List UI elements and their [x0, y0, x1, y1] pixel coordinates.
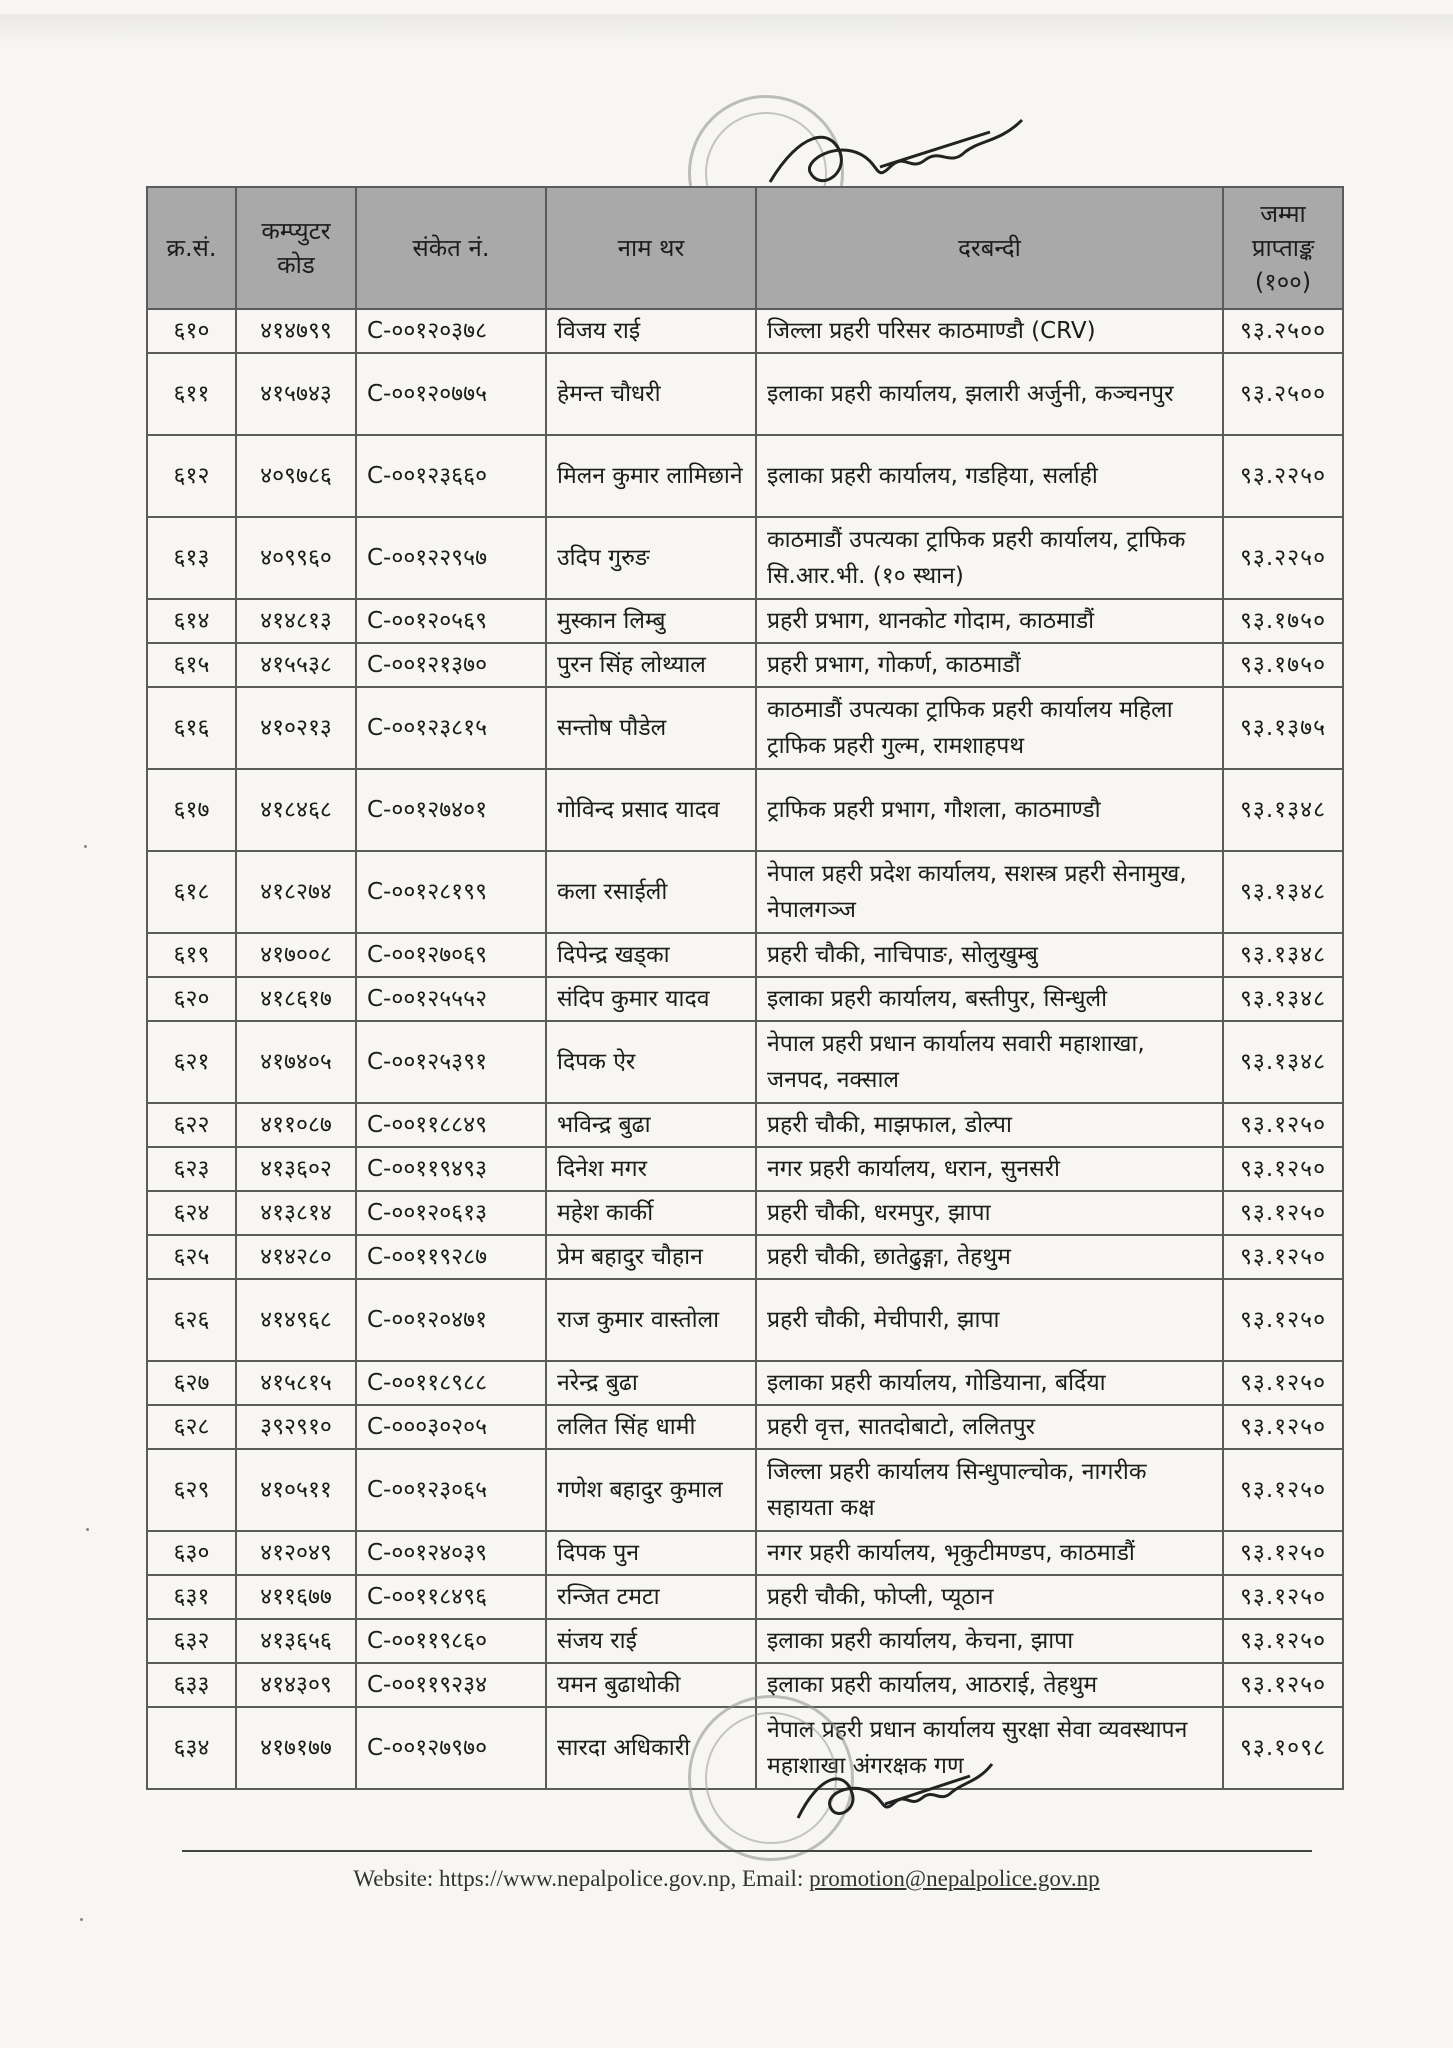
table-row [147, 1531, 1343, 1575]
computer-code-cell: ४११६७७ [236, 1575, 356, 1619]
name-cell: गोविन्द प्रसाद यादव [546, 769, 756, 851]
score-cell: ९३.१२५० [1223, 1191, 1343, 1235]
name-cell: पुरन सिंह लोथ्याल [546, 643, 756, 687]
score-cell: ९३.१७५० [1223, 599, 1343, 643]
table-row [147, 517, 1343, 599]
header-serial: क्र.सं. [147, 187, 236, 309]
results-table [146, 186, 1344, 1790]
computer-code-cell: ४१८४६८ [236, 769, 356, 851]
serial-cell: ६१६ [147, 687, 236, 769]
name-cell: महेश कार्की [546, 1191, 756, 1235]
serial-cell: ६३० [147, 1531, 236, 1575]
symbol-no-cell: C-००१२१३७० [356, 643, 546, 687]
table-row [147, 1147, 1343, 1191]
name-cell: उदिप गुरुङ [546, 517, 756, 599]
table-row [147, 1103, 1343, 1147]
score-cell: ९३.१२५० [1223, 1279, 1343, 1361]
table-row [147, 977, 1343, 1021]
score-cell: ९३.१३४८ [1223, 933, 1343, 977]
serial-cell: ६३३ [147, 1663, 236, 1707]
table-row [147, 435, 1343, 517]
symbol-no-cell: C-००११९२८७ [356, 1235, 546, 1279]
score-cell: ९३.२२५० [1223, 435, 1343, 517]
score-cell: ९३.१२५० [1223, 1449, 1343, 1531]
name-cell: संजय राई [546, 1619, 756, 1663]
name-cell: नरेन्द्र बुढा [546, 1361, 756, 1405]
name-cell: सन्तोष पौडेल [546, 687, 756, 769]
symbol-no-cell: C-००१२०५६९ [356, 599, 546, 643]
computer-code-cell: ४१७१७७ [236, 1707, 356, 1789]
symbol-no-cell: C-००११९२३४ [356, 1663, 546, 1707]
name-cell: यमन बुढाथोकी [546, 1663, 756, 1707]
score-cell: ९३.२२५० [1223, 517, 1343, 599]
computer-code-cell: ४१५७४३ [236, 353, 356, 435]
posting-cell: ट्राफिक प्रहरी प्रभाग, गौशला, काठमाण्डौ [756, 769, 1223, 851]
computer-code-cell: ४१५५३८ [236, 643, 356, 687]
serial-cell: ६२५ [147, 1235, 236, 1279]
table-row [147, 1575, 1343, 1619]
posting-cell: प्रहरी प्रभाग, गोकर्ण, काठमाडौं [756, 643, 1223, 687]
posting-cell: नगर प्रहरी कार्यालय, धरान, सुनसरी [756, 1147, 1223, 1191]
computer-code-cell: ४१४७९९ [236, 309, 356, 353]
computer-code-cell: ४१८२७४ [236, 851, 356, 933]
scan-shadow [0, 14, 1453, 44]
score-cell: ९३.१२५० [1223, 1147, 1343, 1191]
serial-cell: ६३४ [147, 1707, 236, 1789]
header-computer-code: कम्प्युटर कोड [236, 187, 356, 309]
scan-speck [80, 1918, 83, 1921]
serial-cell: ६३२ [147, 1619, 236, 1663]
header-total-score: जम्मा प्राप्ताङ्क (१००) [1223, 187, 1343, 309]
posting-cell: प्रहरी चौकी, नाचिपाङ, सोलुखुम्बु [756, 933, 1223, 977]
header-posting: दरबन्दी [756, 187, 1223, 309]
name-cell: भविन्द्र बुढा [546, 1103, 756, 1147]
scan-speck [84, 845, 87, 848]
score-cell: ९३.१३४८ [1223, 769, 1343, 851]
symbol-no-cell: C-००१२३६६० [356, 435, 546, 517]
symbol-no-cell: C-००१२३०६५ [356, 1449, 546, 1531]
symbol-no-cell: C-००११८९८८ [356, 1361, 546, 1405]
serial-cell: ६२६ [147, 1279, 236, 1361]
name-cell: मुस्कान लिम्बु [546, 599, 756, 643]
posting-cell: काठमाडौं उपत्यका ट्राफिक प्रहरी कार्यालय, ट्राफिक सि.आर.भी. (१० स्थान) [756, 517, 1223, 599]
name-cell: हेमन्त चौधरी [546, 353, 756, 435]
posting-cell: जिल्ला प्रहरी परिसर काठमाण्डौ (CRV) [756, 309, 1223, 353]
posting-cell: इलाका प्रहरी कार्यालय, गोडियाना, बर्दिया [756, 1361, 1223, 1405]
symbol-no-cell: C-००१२२९५७ [356, 517, 546, 599]
computer-code-cell: ४१४२८० [236, 1235, 356, 1279]
score-cell: ९३.१२५० [1223, 1663, 1343, 1707]
computer-code-cell: ४१५८१५ [236, 1361, 356, 1405]
posting-cell: नेपाल प्रहरी प्रधान कार्यालय सवारी महाशाखा, जनपद, नक्साल [756, 1021, 1223, 1103]
computer-code-cell: ४१३८१४ [236, 1191, 356, 1235]
name-cell: कला रसाईली [546, 851, 756, 933]
table-header-row [147, 187, 1343, 309]
symbol-no-cell: C-००१२४०३९ [356, 1531, 546, 1575]
table-row [147, 1279, 1343, 1361]
computer-code-cell: ४०९७८६ [236, 435, 356, 517]
computer-code-cell: ४१०५११ [236, 1449, 356, 1531]
table-row [147, 769, 1343, 851]
header-name: नाम थर [546, 187, 756, 309]
name-cell: राज कुमार वास्तोला [546, 1279, 756, 1361]
score-cell: ९३.१३७५ [1223, 687, 1343, 769]
posting-cell: प्रहरी चौकी, छातेढुङ्गा, तेहथुम [756, 1235, 1223, 1279]
name-cell: सारदा अधिकारी [546, 1707, 756, 1789]
table-row [147, 687, 1343, 769]
email-link[interactable]: promotion@nepalpolice.gov.np [809, 1866, 1100, 1891]
score-cell: ९३.१२५० [1223, 1361, 1343, 1405]
serial-cell: ६३१ [147, 1575, 236, 1619]
name-cell: प्रेम बहादुर चौहान [546, 1235, 756, 1279]
table-row [147, 1361, 1343, 1405]
scan-speck [86, 1528, 89, 1531]
email-label: , Email: [730, 1866, 804, 1891]
score-cell: ९३.१३४८ [1223, 977, 1343, 1021]
computer-code-cell: ४१४९६८ [236, 1279, 356, 1361]
posting-cell: इलाका प्रहरी कार्यालय, झलारी अर्जुनी, कञ्चनपुर [756, 353, 1223, 435]
table-row [147, 1021, 1343, 1103]
table-row [147, 1235, 1343, 1279]
computer-code-cell: ४१७००८ [236, 933, 356, 977]
symbol-no-cell: C-००१२०७७५ [356, 353, 546, 435]
serial-cell: ६२१ [147, 1021, 236, 1103]
serial-cell: ६१८ [147, 851, 236, 933]
serial-cell: ६२३ [147, 1147, 236, 1191]
score-cell: ९३.१२५० [1223, 1575, 1343, 1619]
posting-cell: प्रहरी वृत्त, सातदोबाटो, ललितपुर [756, 1405, 1223, 1449]
signature-bottom [790, 1758, 1000, 1838]
name-cell: दिपक ऐर [546, 1021, 756, 1103]
posting-cell: इलाका प्रहरी कार्यालय, आठराई, तेहथुम [756, 1663, 1223, 1707]
computer-code-cell: ३९२९१० [236, 1405, 356, 1449]
score-cell: ९३.१२५० [1223, 1235, 1343, 1279]
name-cell: रन्जित टमटा [546, 1575, 756, 1619]
table-row [147, 851, 1343, 933]
symbol-no-cell: C-००१२०६१३ [356, 1191, 546, 1235]
computer-code-cell: ४१३६०२ [236, 1147, 356, 1191]
symbol-no-cell: C-००१२०४७१ [356, 1279, 546, 1361]
table-row [147, 933, 1343, 977]
name-cell: मिलन कुमार लामिछाने [546, 435, 756, 517]
name-cell: संदिप कुमार यादव [546, 977, 756, 1021]
symbol-no-cell: C-००११९८६० [356, 1619, 546, 1663]
posting-cell: नेपाल प्रहरी प्रधान कार्यालय सुरक्षा सेवा व्यवस्थापन महाशाखा अंगरक्षक गण [756, 1707, 1223, 1789]
name-cell: दिपेन्द्र खड्का [546, 933, 756, 977]
name-cell: दिनेश मगर [546, 1147, 756, 1191]
symbol-no-cell: C-००१२५३९१ [356, 1021, 546, 1103]
score-cell: ९३.२५०० [1223, 309, 1343, 353]
computer-code-cell: ४१८६१७ [236, 977, 356, 1021]
symbol-no-cell: C-००१२५५५२ [356, 977, 546, 1021]
computer-code-cell: ४१७४०५ [236, 1021, 356, 1103]
table-row [147, 1405, 1343, 1449]
name-cell: ललित सिंह धामी [546, 1405, 756, 1449]
footer-divider [182, 1850, 1312, 1852]
symbol-no-cell: C-००१२७९७० [356, 1707, 546, 1789]
score-cell: ९३.१२५० [1223, 1619, 1343, 1663]
posting-cell: जिल्ला प्रहरी कार्यालय सिन्धुपाल्चोक, नागरीक सहायता कक्ष [756, 1449, 1223, 1531]
serial-cell: ६११ [147, 353, 236, 435]
computer-code-cell: ४०९९६० [236, 517, 356, 599]
table-row [147, 643, 1343, 687]
posting-cell: इलाका प्रहरी कार्यालय, बस्तीपुर, सिन्धुली [756, 977, 1223, 1021]
serial-cell: ६१२ [147, 435, 236, 517]
score-cell: ९३.१३४८ [1223, 1021, 1343, 1103]
serial-cell: ६२२ [147, 1103, 236, 1147]
posting-cell: प्रहरी चौकी, मेचीपारी, झापा [756, 1279, 1223, 1361]
score-cell: ९३.१२५० [1223, 1531, 1343, 1575]
posting-cell: नगर प्रहरी कार्यालय, भृकुटीमण्डप, काठमाडौं [756, 1531, 1223, 1575]
symbol-no-cell: C-००१२०३७८ [356, 309, 546, 353]
posting-cell: काठमाडौं उपत्यका ट्राफिक प्रहरी कार्यालय महिला ट्राफिक प्रहरी गुल्म, रामशाहपथ [756, 687, 1223, 769]
serial-cell: ६१० [147, 309, 236, 353]
serial-cell: ६१३ [147, 517, 236, 599]
computer-code-cell: ४१४३०९ [236, 1663, 356, 1707]
table-row [147, 1619, 1343, 1663]
score-cell: ९३.१०९८ [1223, 1707, 1343, 1789]
header-symbol-no: संकेत नं. [356, 187, 546, 309]
score-cell: ९३.१३४८ [1223, 851, 1343, 933]
name-cell: गणेश बहादुर कुमाल [546, 1449, 756, 1531]
score-cell: ९३.२५०० [1223, 353, 1343, 435]
table-row [147, 1191, 1343, 1235]
posting-cell: इलाका प्रहरी कार्यालय, गडहिया, सर्लाही [756, 435, 1223, 517]
symbol-no-cell: C-००१२३८१५ [356, 687, 546, 769]
score-cell: ९३.१२५० [1223, 1103, 1343, 1147]
symbol-no-cell: C-००११८८४९ [356, 1103, 546, 1147]
serial-cell: ६२७ [147, 1361, 236, 1405]
posting-cell: प्रहरी चौकी, धरमपुर, झापा [756, 1191, 1223, 1235]
serial-cell: ६२९ [147, 1449, 236, 1531]
symbol-no-cell: C-००१२८१९९ [356, 851, 546, 933]
score-cell: ९३.१२५० [1223, 1405, 1343, 1449]
name-cell: दिपक पुन [546, 1531, 756, 1575]
score-cell: ९३.१७५० [1223, 643, 1343, 687]
computer-code-cell: ४१४८१३ [236, 599, 356, 643]
computer-code-cell: ४११०८७ [236, 1103, 356, 1147]
posting-cell: प्रहरी चौकी, फोप्ली, प्यूठान [756, 1575, 1223, 1619]
serial-cell: ६१७ [147, 769, 236, 851]
posting-cell: प्रहरी चौकी, माझफाल, डोल्पा [756, 1103, 1223, 1147]
symbol-no-cell: C-०००३०२०५ [356, 1405, 546, 1449]
posting-cell: इलाका प्रहरी कार्यालय, केचना, झापा [756, 1619, 1223, 1663]
serial-cell: ६२८ [147, 1405, 236, 1449]
symbol-no-cell: C-००१२७४०१ [356, 769, 546, 851]
computer-code-cell: ४१३६५६ [236, 1619, 356, 1663]
website-text[interactable]: Website: https://www.nepalpolice.gov.np [353, 1866, 731, 1891]
symbol-no-cell: C-००११८४९६ [356, 1575, 546, 1619]
table-row [147, 1449, 1343, 1531]
table-row [147, 599, 1343, 643]
serial-cell: ६१९ [147, 933, 236, 977]
serial-cell: ६२० [147, 977, 236, 1021]
footer-contact [0, 1866, 1453, 1892]
symbol-no-cell: C-००११९४९३ [356, 1147, 546, 1191]
symbol-no-cell: C-००१२७०६९ [356, 933, 546, 977]
serial-cell: ६२४ [147, 1191, 236, 1235]
table-row [147, 353, 1343, 435]
posting-cell: प्रहरी प्रभाग, थानकोट गोदाम, काठमाडौं [756, 599, 1223, 643]
computer-code-cell: ४१०२१३ [236, 687, 356, 769]
computer-code-cell: ४१२०४९ [236, 1531, 356, 1575]
table-row [147, 309, 1343, 353]
name-cell: विजय राई [546, 309, 756, 353]
serial-cell: ६१४ [147, 599, 236, 643]
serial-cell: ६१५ [147, 643, 236, 687]
posting-cell: नेपाल प्रहरी प्रदेश कार्यालय, सशस्त्र प्रहरी सेनामुख, नेपालगञ्ज [756, 851, 1223, 933]
